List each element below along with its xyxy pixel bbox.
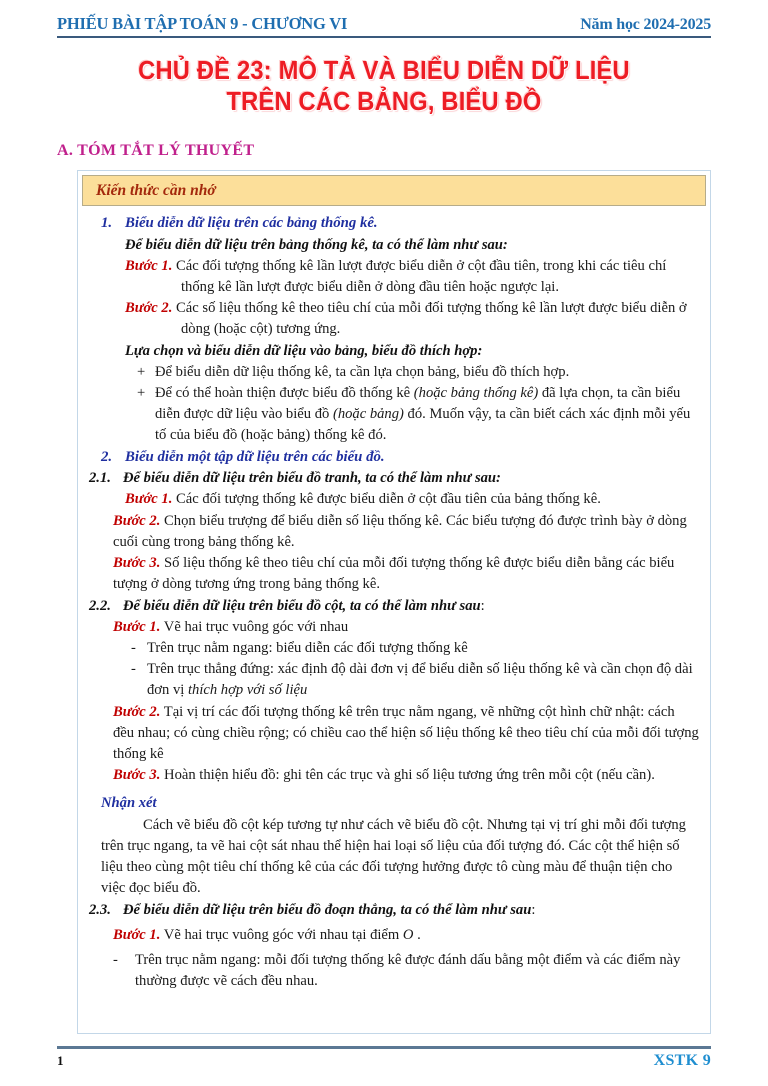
item-2-3-step-1-a: Vẽ hai trục vuông góc với nhau tại điểm [163, 926, 403, 943]
item-2-2-dash-2-i: thích hợp với số liệu [187, 682, 308, 699]
item-1-plus-2-i2: (hoặc bảng) [332, 406, 404, 423]
item-1-plus-2-c: đó. Muốn vậy, ta cần biết cách xác định mỗi yếu tố của biểu đồ (hoặc bảng) thống kê đó. [155, 406, 691, 444]
item-2-3-step-1 [113, 925, 699, 946]
item-2-2-step-1 [113, 617, 699, 638]
nhan-xet-paragraph: Cách vẽ biểu đồ cột kép tương tự như cách vẽ biểu đồ cột. Nhưng tại vị trí ghi mỗi đối tượng trên trục ngang, ta vẽ hai cột sát nhau thể hiện hai loại số liệu của đối tượng đó. Các cột thể hiện số liệu theo cùng một tiêu chí thống kê của các đối tượng hưởng được tô cùng màu để thuận tiện cho việc đọc biểu đồ. [101, 816, 686, 897]
header-school-year: Năm học 2024-2025 [580, 16, 711, 33]
item-2-2-step-3-text: Hoàn thiện hiểu đồ: ghi tên các trục và ghi số liệu tương ứng trên mỗi cột (nếu cần). [164, 767, 655, 784]
item-1 [101, 213, 699, 235]
nhan-xet-label: Nhận xét [101, 794, 157, 811]
item-2-heading: Biểu diễn một tập dữ liệu trên các biểu đồ. [125, 448, 385, 465]
knowledge-box [77, 170, 711, 1034]
item-2-2-number: 2.2. [89, 597, 111, 614]
dash-marker-icon: - [113, 952, 118, 969]
section-a-heading: A. TÓM TẮT LÝ THUYẾT [57, 142, 255, 159]
item-2-2-heading: Để biểu diễn dữ liệu trên biểu đồ cột, ta có thể làm như sau [123, 597, 481, 614]
item-2-3-number: 2.3. [89, 901, 111, 918]
item-2-1-step-3-text: Số liệu thống kê theo tiêu chí của mỗi đối tượng thống kê được biểu diễn bằng các biểu tượng ở dòng tương ứng trong bảng thống kê. [113, 555, 675, 593]
item-2-2-heading-tail: : [480, 597, 485, 614]
item-1-plus-2-i1: (hoặc bảng thống kê) [413, 385, 539, 402]
item-2-1 [89, 468, 699, 489]
item-1-step-1-text: Các đối tượng thống kê lần lượt được biểu diễn ở cột đầu tiên, trong khi các tiêu chí thống kê lần lượt được biểu diễn ở dòng đầu tiên hoặc ngược lại. [176, 257, 667, 295]
item-2-2 [89, 596, 699, 617]
item-2-2-step-3 [113, 765, 699, 786]
item-1-plus-1-text: Để biểu diễn dữ liệu thống kê, ta cần lựa chọn bảng, biểu đồ thích hợp. [155, 363, 570, 380]
item-1-step-1-label: Bước 1. [125, 257, 173, 274]
item-2-2-dash-1 [131, 638, 699, 659]
item-2-1-step-1-text: Các đối tượng thống kê được biểu diễn ở cột đầu tiên của bảng thống kê. [176, 491, 601, 508]
item-1-heading: Biểu diễn dữ liệu trên các bảng thống kê. [125, 215, 378, 231]
header-left-title: PHIẾU BÀI TẬP TOÁN 9 - CHƯƠNG VI [57, 14, 348, 33]
item-2-2-dash-1-text: Trên trục nằm ngang: biểu diễn các đối tượng thống kê [147, 639, 468, 656]
item-2-3-dash-1-text: Trên trục nằm ngang: mỗi đối tượng thống kê được đánh dấu bằng một điểm và các điểm này thường được vẽ cách đều nhau. [135, 952, 681, 990]
item-2-1-step-2-text: Chọn biểu trượng để biểu diễn số liệu thống kê. Các biểu tượng đó được trình bày ở dòng cuối cùng trong bảng thống kê. [113, 512, 687, 550]
running-header [57, 14, 711, 38]
item-2 [101, 447, 699, 469]
item-1-step-2 [125, 298, 699, 340]
item-2-2-dash-2 [131, 659, 699, 701]
plus-marker-icon: + [137, 385, 146, 402]
item-2-1-step-2 [113, 511, 699, 553]
plus-marker-icon: + [137, 363, 146, 380]
item-2-1-step-1 [125, 489, 699, 510]
item-2-2-step-1-text: Vẽ hai trục vuông góc với nhau [163, 618, 349, 635]
item-2-1-step-3 [113, 553, 699, 595]
item-2-2-step-3-label: Bước 3. [113, 767, 161, 784]
item-2-3-step-1-variable: O [402, 926, 414, 943]
item-2-3-step-1-b: . [413, 926, 421, 943]
dash-marker-icon: - [131, 639, 136, 656]
item-1-step-2-label: Bước 2. [125, 300, 173, 317]
item-1-plus-1 [137, 362, 699, 383]
item-2-3-step-1-label: Bước 1. [113, 926, 161, 943]
knowledge-box-banner [82, 175, 706, 206]
item-2-1-step-1-label: Bước 1. [125, 491, 173, 508]
item-1-step-1 [125, 256, 699, 298]
item-1-step-2-text: Các số liệu thống kê theo tiêu chí của mỗi đối tượng thống kê lần lượt được biểu diễn ở dòng (hoặc cột) tương ứng. [176, 300, 687, 338]
item-2-1-number: 2.1. [89, 470, 111, 487]
item-2-2-step-2-label: Bước 2. [113, 703, 161, 720]
item-1-plus-2-a: Để có thể hoàn thiện được biểu đồ thống kê [155, 385, 414, 402]
item-1-choose-heading: Lựa chọn và biểu diễn dữ liệu vào bảng, biểu đồ thích hợp: [125, 342, 483, 359]
dash-marker-icon: - [131, 661, 136, 678]
item-2-3-heading-tail: : [531, 901, 536, 918]
document-title-line2: TRÊN CÁC BẢNG, BIỂU ĐỒ [226, 88, 542, 116]
item-2-2-step-1-label: Bước 1. [113, 618, 161, 635]
item-2-1-heading: Để biểu diễn dữ liệu trên biểu đồ tranh, ta có thể làm như sau: [123, 470, 501, 487]
item-2-2-step-2-text: Tại vị trí các đối tượng thống kê trên trục nằm ngang, vẽ những cột hình chữ nhật: cách đều nhau; có cùng chiều rộng; có chiều cao thể hiện số liệu thống kê theo tiêu chí của mỗi đối tượng thống kê [113, 703, 699, 763]
item-2-number: 2. [101, 448, 113, 465]
item-2-3-dash-1 [113, 950, 699, 992]
item-1-plus-2 [137, 383, 699, 447]
document-title-line1: CHỦ ĐỀ 23: MÔ TẢ VÀ BIỂU DIỄN DỮ LIỆU [138, 57, 630, 85]
item-2-3 [89, 900, 699, 921]
page-number: 1 [57, 1053, 64, 1068]
page-footer [57, 1046, 711, 1070]
item-1-plus-2-b: đã lựa chọn, ta cần biểu diễn được dữ liệu vào biểu đồ [155, 385, 681, 423]
knowledge-box-banner-label: Kiến thức cần nhớ [96, 181, 216, 199]
item-1-lead: Để biểu diễn dữ liệu trên bảng thống kê, ta có thể làm như sau: [125, 236, 508, 253]
item-2-2-step-2 [113, 702, 699, 766]
item-1-number: 1. [101, 215, 113, 231]
document-title [27, 56, 741, 118]
knowledge-box-body [78, 206, 710, 992]
item-2-3-heading: Để biểu diễn dữ liệu trên biểu đồ đoạn thẳng, ta có thể làm như sau [123, 901, 532, 918]
footer-tag: XSTK 9 [653, 1052, 711, 1069]
item-2-2-dash-2-a: Trên trục thẳng đứng: xác định độ dài đơn vị để biểu diễn số liệu thống kê và cần chọn độ dài đơn vị [147, 661, 693, 699]
item-2-1-step-3-label: Bước 3. [113, 555, 161, 572]
item-2-1-step-2-label: Bước 2. [113, 512, 161, 529]
